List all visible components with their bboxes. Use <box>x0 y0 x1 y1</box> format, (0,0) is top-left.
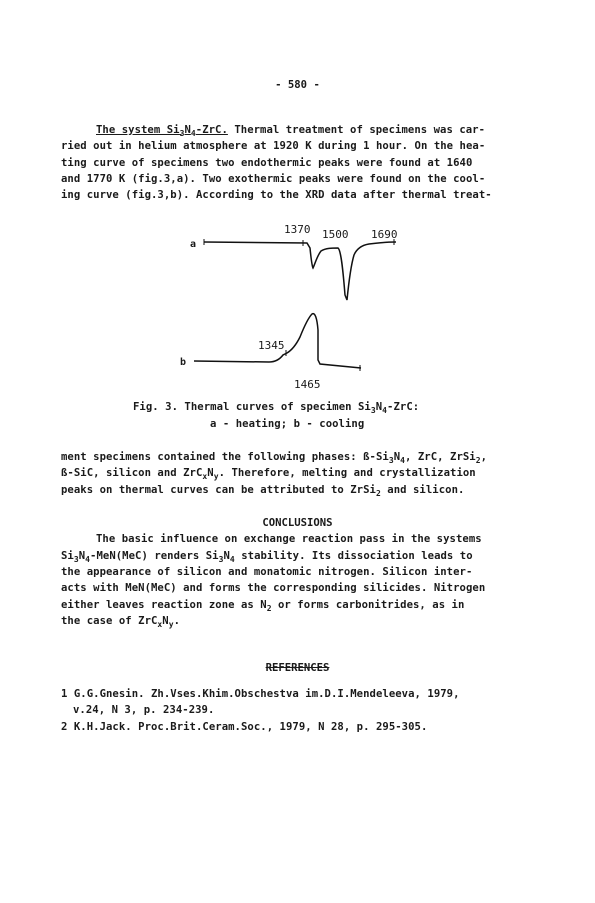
paragraph-1-line-2: ried out in helium atmosphere at 1920 K during 1 hour. On the hea- <box>61 140 486 152</box>
figure-caption-line-2: a - heating; b - cooling <box>210 418 365 430</box>
page-number: - 580 - <box>275 79 320 91</box>
references-heading: REFERENCES <box>265 662 330 674</box>
reference-2: 2 K.H.Jack. Proc.Brit.Ceram.Soc., 1979, N 28, p. 295-305. <box>61 721 428 733</box>
peak-label-1370: 1370 <box>284 223 311 236</box>
paragraph-1-line-4: and 1770 K (fig.3,a). Two exothermic peaks were found on the cool- <box>61 173 486 185</box>
paragraph-1-line-5: ing curve (fig.3,b). According to the XRD data after thermal treat- <box>61 189 492 201</box>
heating-curve-a <box>204 242 396 300</box>
reference-1-line-2: v.24, N 3, p. 234-239. <box>73 704 215 716</box>
paragraph-2-line-1: ment specimens contained the following phases: $ß-Si_3N_4$, ZrC, ZrSi$_2$, <box>61 451 488 465</box>
conclusions-line-6: the case of $ZrC_xN_y$. <box>61 615 181 629</box>
paragraph-2-line-2: ß-SiC, silicon and $ZrC_xN_y$. Therefore, melting and crystallization <box>61 467 476 481</box>
paragraph-1-line-1: The system $Si_3N_4$-ZrC. Thermal treatment of specimens was car- <box>96 124 486 138</box>
conclusions-line-4: acts with MeN(MeC) and forms the corresponding silicides. Nitrogen <box>61 582 486 594</box>
paragraph-2-line-3: peaks on thermal curves can be attributed to ZrSi$_2$ and silicon. <box>61 484 465 498</box>
peak-label-1345: 1345 <box>258 339 285 352</box>
curve-a-label: a <box>190 239 197 250</box>
conclusions-heading: CONCLUSIONS <box>262 517 333 529</box>
peak-label-1465: 1465 <box>294 378 321 390</box>
figure-caption-line-1: Fig. 3. Thermal curves of specimen $Si_3N_4$-ZrC: <box>133 401 420 415</box>
conclusions-line-3: the appearance of silicon and monatomic nitrogen. Silicon inter- <box>61 566 473 578</box>
conclusions-line-1: The basic influence on exchange reaction pass in the systems <box>96 533 482 545</box>
thermal-curves-figure <box>0 210 595 390</box>
paragraph-1-line-3: ting curve of specimens two endothermic peaks were found at 1640 <box>61 157 473 169</box>
curve-b-label: b <box>180 357 187 368</box>
conclusions-line-2: $Si_3N_4-MeN(MeC)$ renders $Si_3N_4$ stability. Its dissociation leads to <box>61 550 473 564</box>
peak-label-1500: 1500 <box>322 228 349 241</box>
conclusions-line-5: either leaves reaction zone as $N_2$ or forms carbonitrides, as in <box>61 599 465 613</box>
section-title: The system $Si_3N_4$-ZrC. <box>96 124 228 138</box>
reference-1-line-1: 1 G.G.Gnesin. Zh.Vses.Khim.Obschestva im.D.I.Mendeleeva, 1979, <box>61 688 460 700</box>
peak-label-1690: 1690 <box>371 228 398 241</box>
